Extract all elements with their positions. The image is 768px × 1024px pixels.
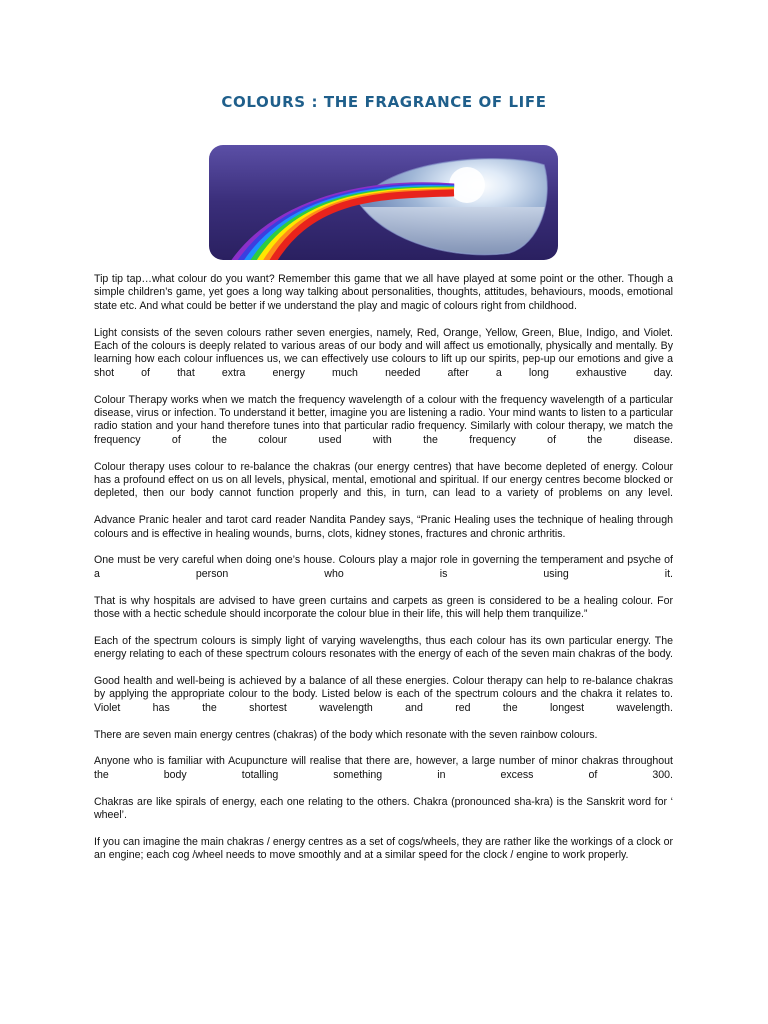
body-paragraph: Good health and well-being is achieved by a balance of all these energies. Colour therapy can help to re-balance chakras by applying the appropriate colour to the body. Listed below is each of the spectrum colours and the chakra it relates to. Violet has the shortest wavelength and red the longest wavelength. <box>94 675 673 714</box>
body-paragraph: Each of the spectrum colours is simply light of varying wavelengths, thus each colour has its own particular energy. The energy relating to each of these spectrum colours resonates with the energy of each of the seven main chakras of the body. <box>94 634 673 661</box>
body-paragraph: Colour Therapy works when we match the frequency wavelength of a colour with the frequency wavelength of a particular disease, virus or infection. To understand it better, imagine you are listening a radio. Your mind wants to listen to a particular radio station and your hand therefore tunes into that particular radio frequency. Similarly with colour therapy, we match the frequency of the colour used with the frequency of the disease. <box>94 393 673 446</box>
page-title: COLOURS : THE FRAGRANCE OF LIFE <box>221 93 547 111</box>
body-paragraph: Anyone who is familiar with Acupuncture will realise that there are, however, a large number of minor chakras throughout the body totalling something in excess of 300. <box>94 755 673 781</box>
body-paragraph: If you can imagine the main chakras / energy centres as a set of cogs/wheels, they are rather like the workings of a clock or an engine; each cog /wheel needs to move smoothly and at a similar speed for the clock / engine to work properly. <box>94 835 673 862</box>
body-paragraph: Advance Pranic healer and tarot card reader Nandita Pandey says, “Pranic Healing uses the technique of healing through colours and is effective in healing wounds, burns, clots, kidney stones, fractures and chronic arthritis. <box>94 514 673 540</box>
body-paragraph: Colour therapy uses colour to re-balance the chakras (our energy centres) that have become depleted of energy. Colour has a profound effect on us on all levels, physical, mental, emotional and spiritual. If our energy centres become blocked or depleted, then our body cannot function properly and this, in turn, can lead to a variety of problems on any level. <box>94 460 673 500</box>
body-paragraph: That is why hospitals are advised to have green curtains and carpets as green is considered to be a healing colour. For those with a hectic schedule should incorporate the colour blue in their life, this will help them tranquilize.” <box>94 594 673 621</box>
body-paragraph: Light consists of the seven colours rather seven energies, namely, Red, Orange, Yellow, Green, Blue, Indigo, and Violet. Each of the colours is deeply related to various areas of our body and will affect us emotionally, physically and mentally. By learning how each colour influences us, we can effectively use colours to lift up our spirits, pep-up our emotions and give a shot of that extra energy much needed after a long exhaustive day. <box>94 326 673 379</box>
body-paragraph: One must be very careful when doing one’s house. Colours play a major role in governing the temperament and psyche of a person who is using it. <box>94 554 673 580</box>
body-paragraph: Tip tip tap…what colour do you want? Remember this game that we all have played at some point or the other. Though a simple children’s game, yet goes a long way talking about personalities, thoughts, attitudes, behaviours, moods, emotional state etc. And what could be better if we understand the play and magic of colours right from childhood. <box>94 273 673 312</box>
body-paragraph: There are seven main energy centres (chakras) of the body which resonate with the seven rainbow colours. <box>94 728 598 741</box>
rainbow-banner-image <box>209 145 558 260</box>
article-body <box>94 273 673 876</box>
body-paragraph: Chakras are like spirals of energy, each one relating to the others. Chakra (pronounced sha-kra) is the Sanskrit word for ‘ wheel’. <box>94 795 673 822</box>
